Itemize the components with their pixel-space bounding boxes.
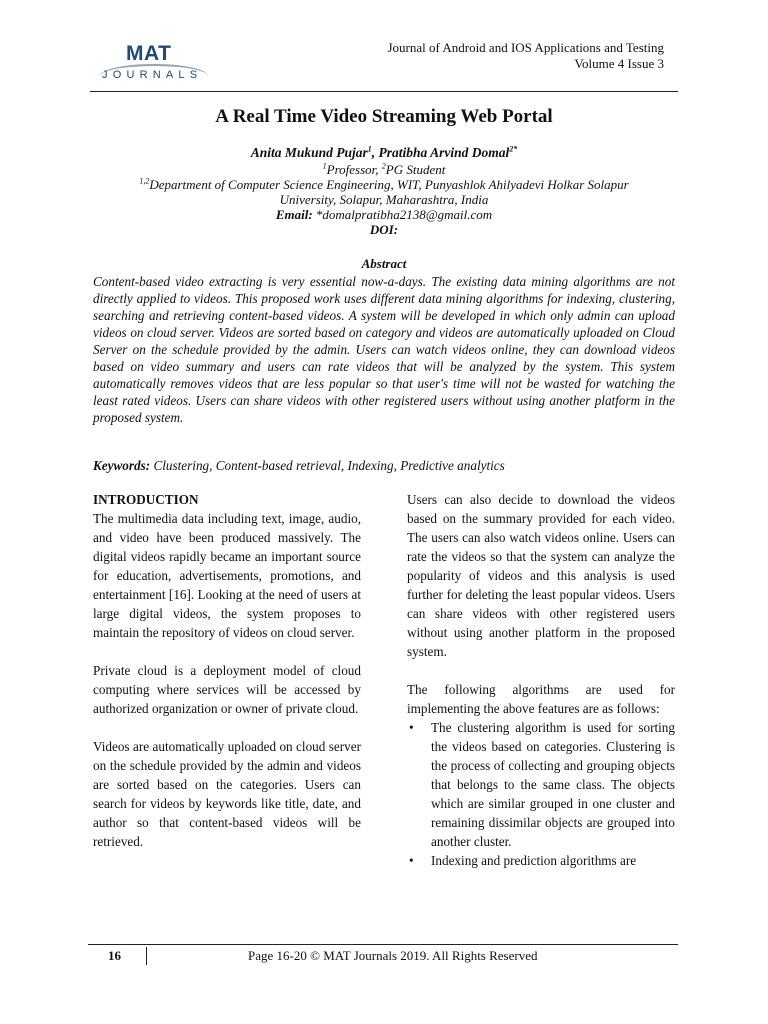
affiliation-line-2: University, Solapur, Maharashtra, India [279,192,489,207]
role-1: Professor, [326,162,382,177]
page-number-separator [146,947,147,965]
author-1: Anita Mukund Pujar [250,145,368,160]
list-item [407,718,675,851]
author-names [90,144,678,162]
keywords-label: Keywords: [93,458,151,473]
role-2: PG Student [385,162,446,177]
email-line [90,207,678,222]
email-label: Email: [275,207,313,222]
bullet-icon: • [409,853,414,868]
author-2: Pratibha Arvind Domal [378,145,510,160]
intro-paragraph-1: The multimedia data including text, image, audio, and video have been produced massively. The digital videos rapidly became an important source for education, advertisements, promotions, and entertainment [16]. Looking at the need of users at large digital videos, the system proposes to maintain the repository of videos on cloud server. [93,511,361,640]
affiliation-sup: 1,2 [139,176,150,186]
author-separator: , [371,145,379,160]
journal-header [387,40,664,72]
abstract-heading: Abstract [361,256,407,271]
footer-divider [88,944,678,945]
bullet-icon: • [409,720,414,735]
intro-paragraph-3: Videos are automatically uploaded on cloud server on the schedule provided by the admin and videos are sorted based on the categories. Users can search for videos by keywords like title, date, and author so that content-based videos will be retrieved. [93,739,361,849]
right-column [407,490,675,870]
journal-volume: Volume 4 Issue 3 [574,56,664,71]
role-2-sup: 2 [381,161,386,171]
left-column [93,490,361,851]
author-roles [90,162,678,177]
header-divider [90,91,678,92]
journal-logo [100,42,210,86]
keywords-line [93,457,675,474]
affiliation-line-1 [90,177,678,192]
author-1-sup: 1 [367,144,372,154]
paper-title: A Real Time Video Streaming Web Portal [215,106,553,127]
footer-copyright: Page 16-20 © MAT Journals 2019. All Rights Reserved [248,948,538,963]
intro-paragraph-2: Private cloud is a deployment model of cloud computing where services will be accessed by authorized organization or owner of private cloud. [93,663,361,716]
doi-label: DOI: [369,222,399,237]
logo-brand: MAT [126,42,172,65]
page-number: 16 [108,948,121,963]
affiliation-text-1: Department of Computer Science Engineering, WIT, Punyashlok Ahilyadevi Holkar Solapur [149,177,629,192]
list-item-text: The clustering algorithm is used for sorting the videos based on categories. Clustering is the process of collecting and grouping objects that belongs to the same class. The objects which are similar grouped in one cluster and remaining dissimilar objects are grouped into another cluster. [431,720,675,849]
list-item [407,851,675,870]
abstract-body: Content-based video extracting is very essential now-a-days. The existing data mining algorithms are not directly applied to videos. This proposed work uses different data mining algorithms for indexing, clustering, searching and retrieving content-based videos. A system will be developed in which only admin can upload videos on cloud server. Videos are sorted based on category and videos are automatically uploaded on Cloud Server on the schedule provided by the admin. Users can watch videos online, they can download videos based on video summary and users can rate videos that will be analyzed by the system. This system automatically removes videos that are less popular so that user's time will not be wasted for watching the least rated videos. Users can share videos with other registered users without using another platform in the proposed system. [93,274,675,425]
logo-subtitle: JOURNALS [102,69,203,81]
algorithm-list [407,718,675,870]
section-heading-introduction: INTRODUCTION [93,492,199,507]
author-2-sup: 2* [509,144,518,154]
journal-name: Journal of Android and IOS Applications and Testing [387,40,664,55]
right-paragraph-1: Users can also decide to download the videos based on the summary provided for each video. The users can also watch videos online. Users can rate the videos so that the system can analyze the popularity of videos and this analysis is used further for deleting the least popular videos. Users can share videos with other registered users without using another platform in the proposed system. [407,492,675,659]
keywords-text: Clustering, Content-based retrieval, Indexing, Predictive analytics [153,458,505,473]
role-1-sup: 1 [322,161,327,171]
right-paragraph-2: The following algorithms are used for implementing the above features are as follows: [407,682,675,716]
email-address: *domalpratibha2138@gmail.com [315,207,493,222]
author-block [90,144,678,237]
list-item-text: Indexing and prediction algorithms are [431,853,637,868]
